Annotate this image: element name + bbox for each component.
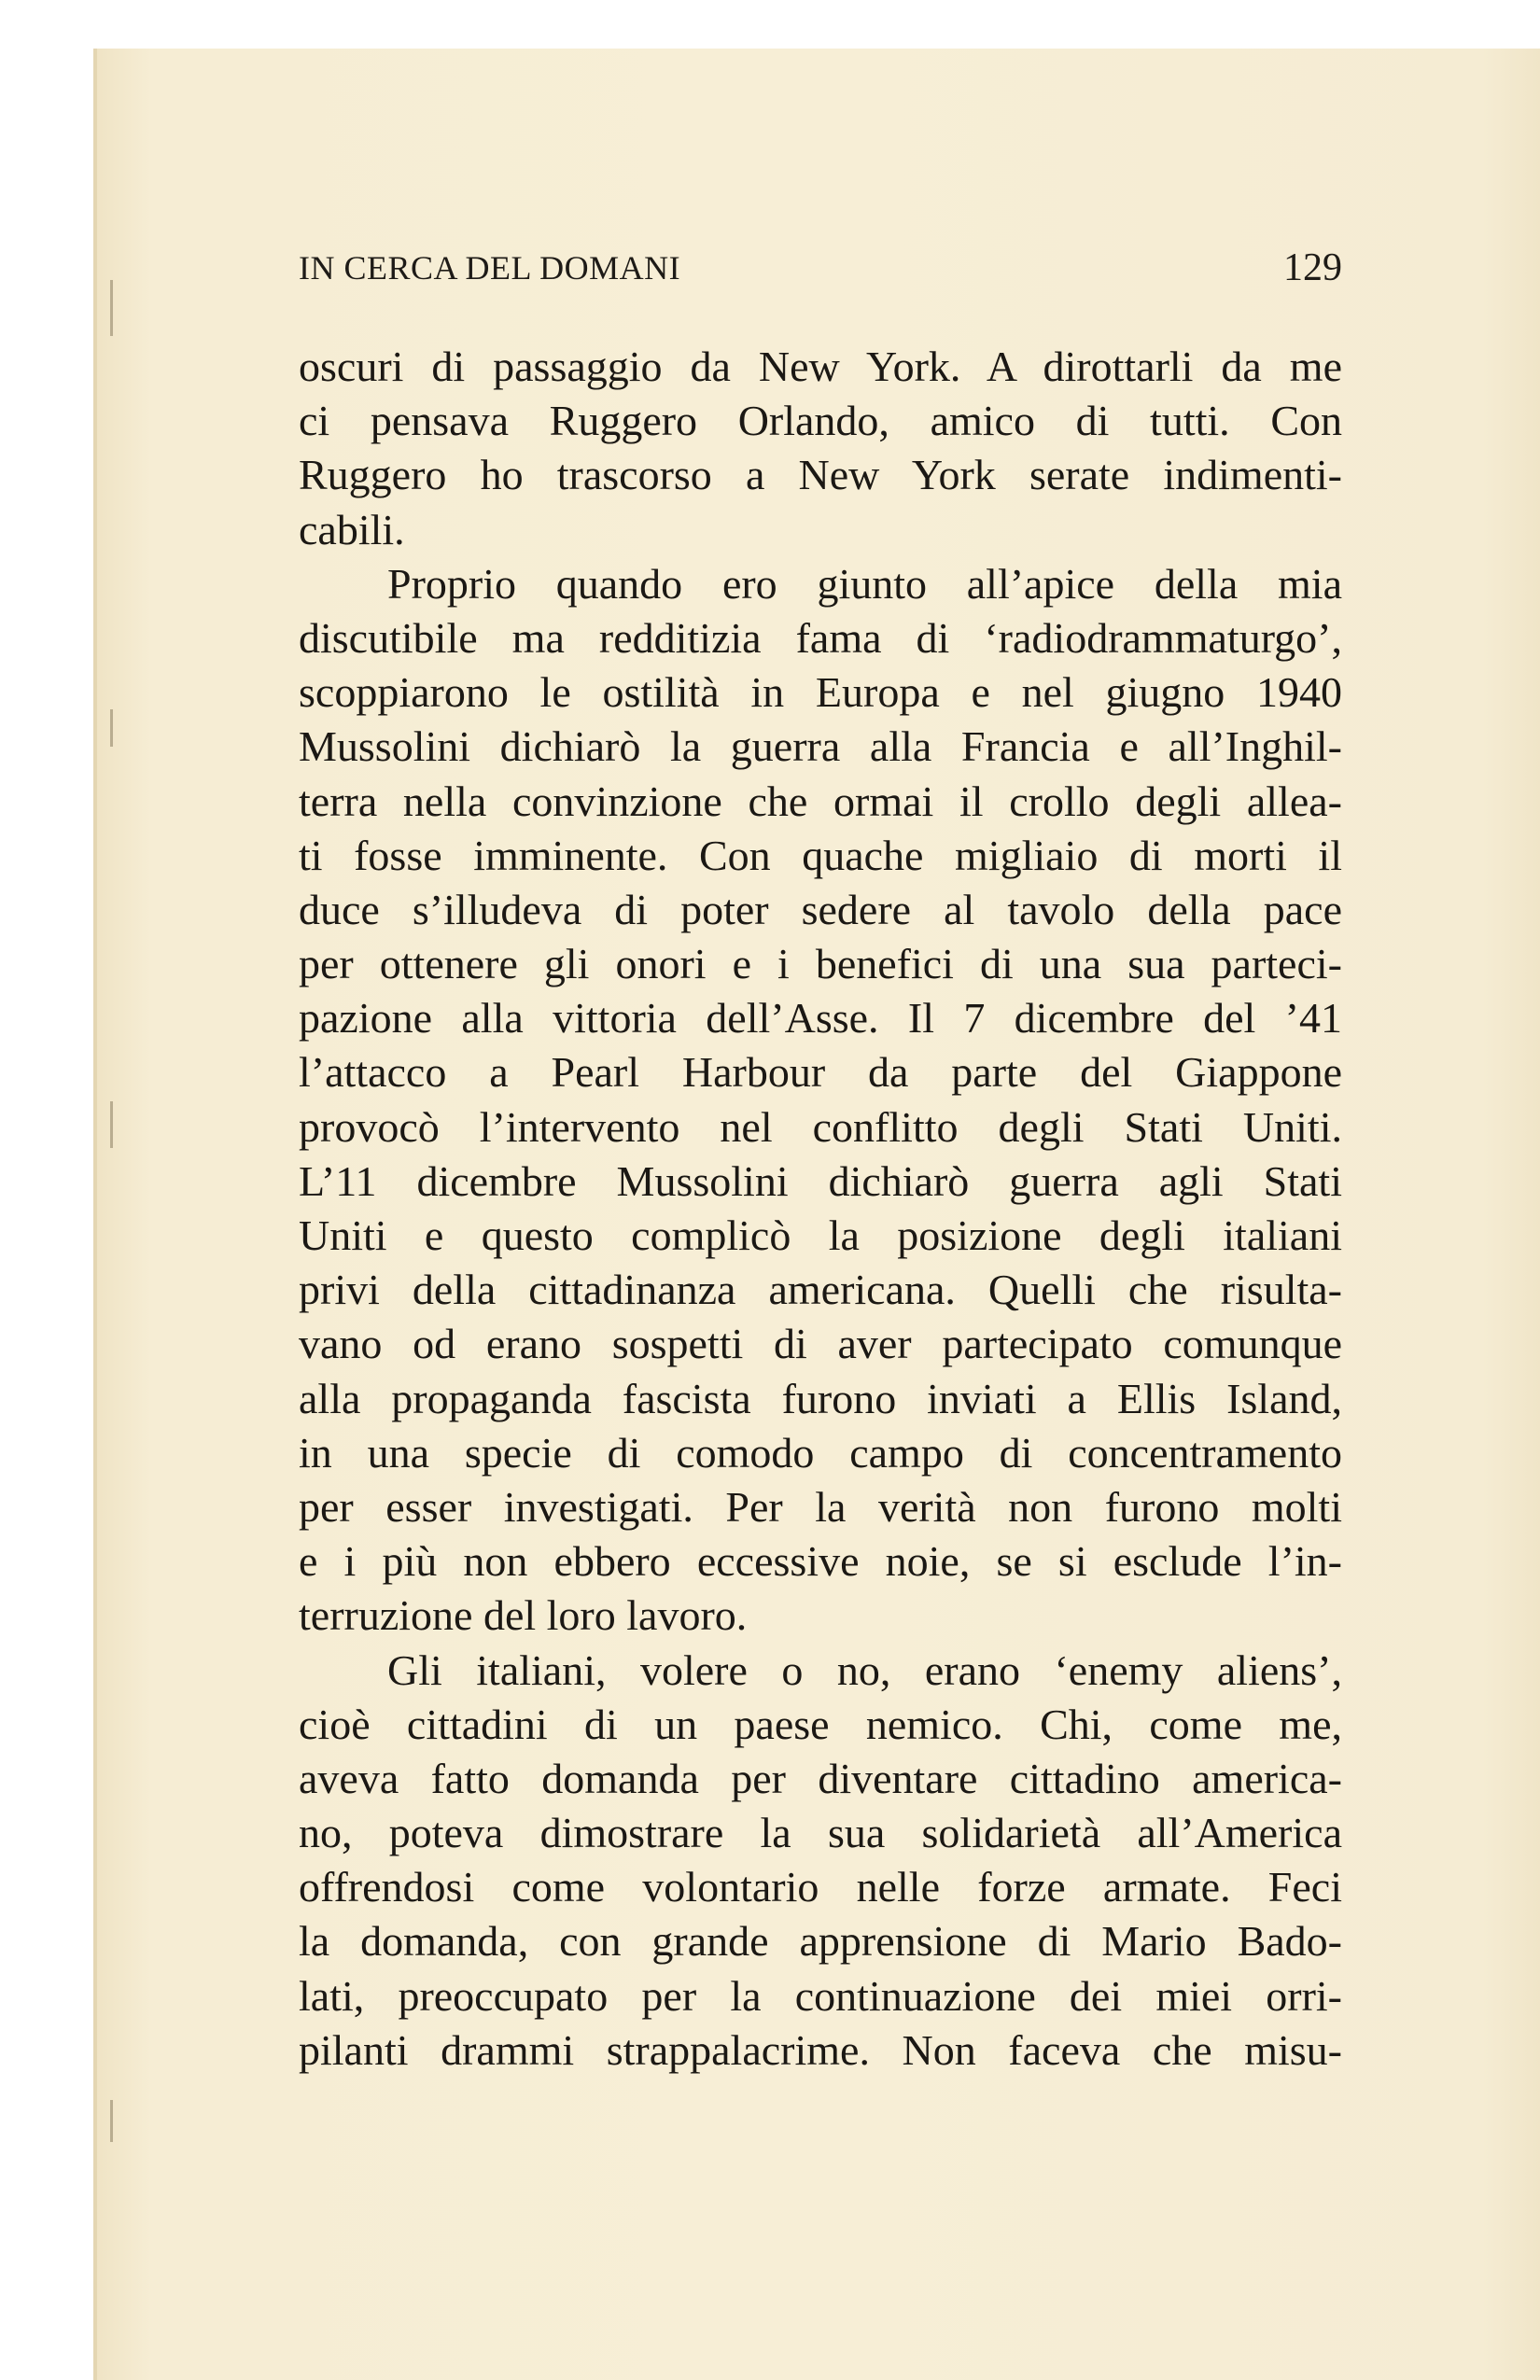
text-line: ti fosse imminente. Con quache migliaio di morti il — [299, 831, 1342, 879]
text-line: la domanda, con grande apprensione di Mario Bado- — [299, 1917, 1342, 1966]
body-text — [299, 340, 1342, 2078]
page-header — [299, 245, 1342, 291]
text-line: lati, preoccupato per la continuazione dei miei orri- — [299, 1971, 1342, 2020]
text-line: cabili. — [299, 505, 405, 553]
text-line: Gli italiani, volere o no, erano ‘enemy aliens’, — [387, 1645, 1342, 1694]
text-line: duce s’illudeva di poter sedere al tavolo della pace — [299, 885, 1342, 933]
paper-edge-mark — [110, 280, 113, 336]
text-line: provocò l’intervento nel conflitto degli Stati Uniti. — [299, 1102, 1342, 1151]
text-line: privi della cittadinanza americana. Quelli che risulta- — [299, 1266, 1342, 1314]
text-line: ci pensava Ruggero Orlando, amico di tutti. Con — [299, 397, 1342, 445]
text-line: Ruggero ho trascorso a New York serate indimenti- — [299, 451, 1342, 499]
paper-edge-mark — [110, 709, 113, 747]
text-line: pilanti drammi strappalacrime. Non faceva che misu- — [299, 2025, 1342, 2074]
paper-edge-mark — [110, 1101, 113, 1148]
text-line: terruzione del loro lavoro. — [299, 1591, 748, 1640]
text-line: Mussolini dichiarò la guerra alla Francia e all’Inghil- — [299, 722, 1342, 771]
text-line: Uniti e questo complicò la posizione degli italiani — [299, 1211, 1342, 1259]
text-line: aveva fatto domanda per diventare cittadino america- — [299, 1754, 1342, 1802]
text-line: L’11 dicembre Mussolini dichiarò guerra agli Stati — [299, 1156, 1342, 1205]
running-head: IN CERCA DEL DOMANI — [299, 249, 681, 287]
text-line: no, poteva dimostrare la sua solidarietà all’America — [299, 1809, 1342, 1857]
text-line: per ottenere gli onori e i benefici di una sua parteci- — [299, 940, 1342, 988]
text-line: Proprio quando ero giunto all’apice della mia — [387, 559, 1342, 608]
text-line: alla propaganda fascista furono inviati a Ellis Island, — [299, 1374, 1342, 1422]
text-line: offrendosi come volontario nelle forze armate. Feci — [299, 1863, 1342, 1911]
paper-edge-mark — [110, 2100, 113, 2142]
text-line: scoppiarono le ostilità in Europa e nel giugno 1940 — [299, 668, 1342, 717]
text-line: terra nella convinzione che ormai il crollo degli allea- — [299, 777, 1342, 825]
text-line: cioè cittadini di un paese nemico. Chi, come me, — [299, 1700, 1342, 1748]
text-line: pazione alla vittoria dell’Asse. Il 7 dicembre del ’41 — [299, 994, 1342, 1043]
text-line: oscuri di passaggio da New York. A dirottarli da me — [299, 343, 1342, 390]
text-line: in una specie di comodo campo di concentramento — [299, 1428, 1342, 1477]
text-line: vano od erano sospetti di aver partecipato comunque — [299, 1320, 1342, 1368]
text-line: per esser investigati. Per la verità non furono molti — [299, 1482, 1342, 1531]
text-line: e i più non ebbero eccessive noie, se si esclude l’in- — [299, 1537, 1342, 1586]
text-line: l’attacco a Pearl Harbour da parte del Giappone — [299, 1048, 1342, 1097]
text-line: discutibile ma redditizia fama di ‘radiodrammaturgo’, — [299, 613, 1342, 662]
page-number: 129 — [1283, 246, 1342, 289]
